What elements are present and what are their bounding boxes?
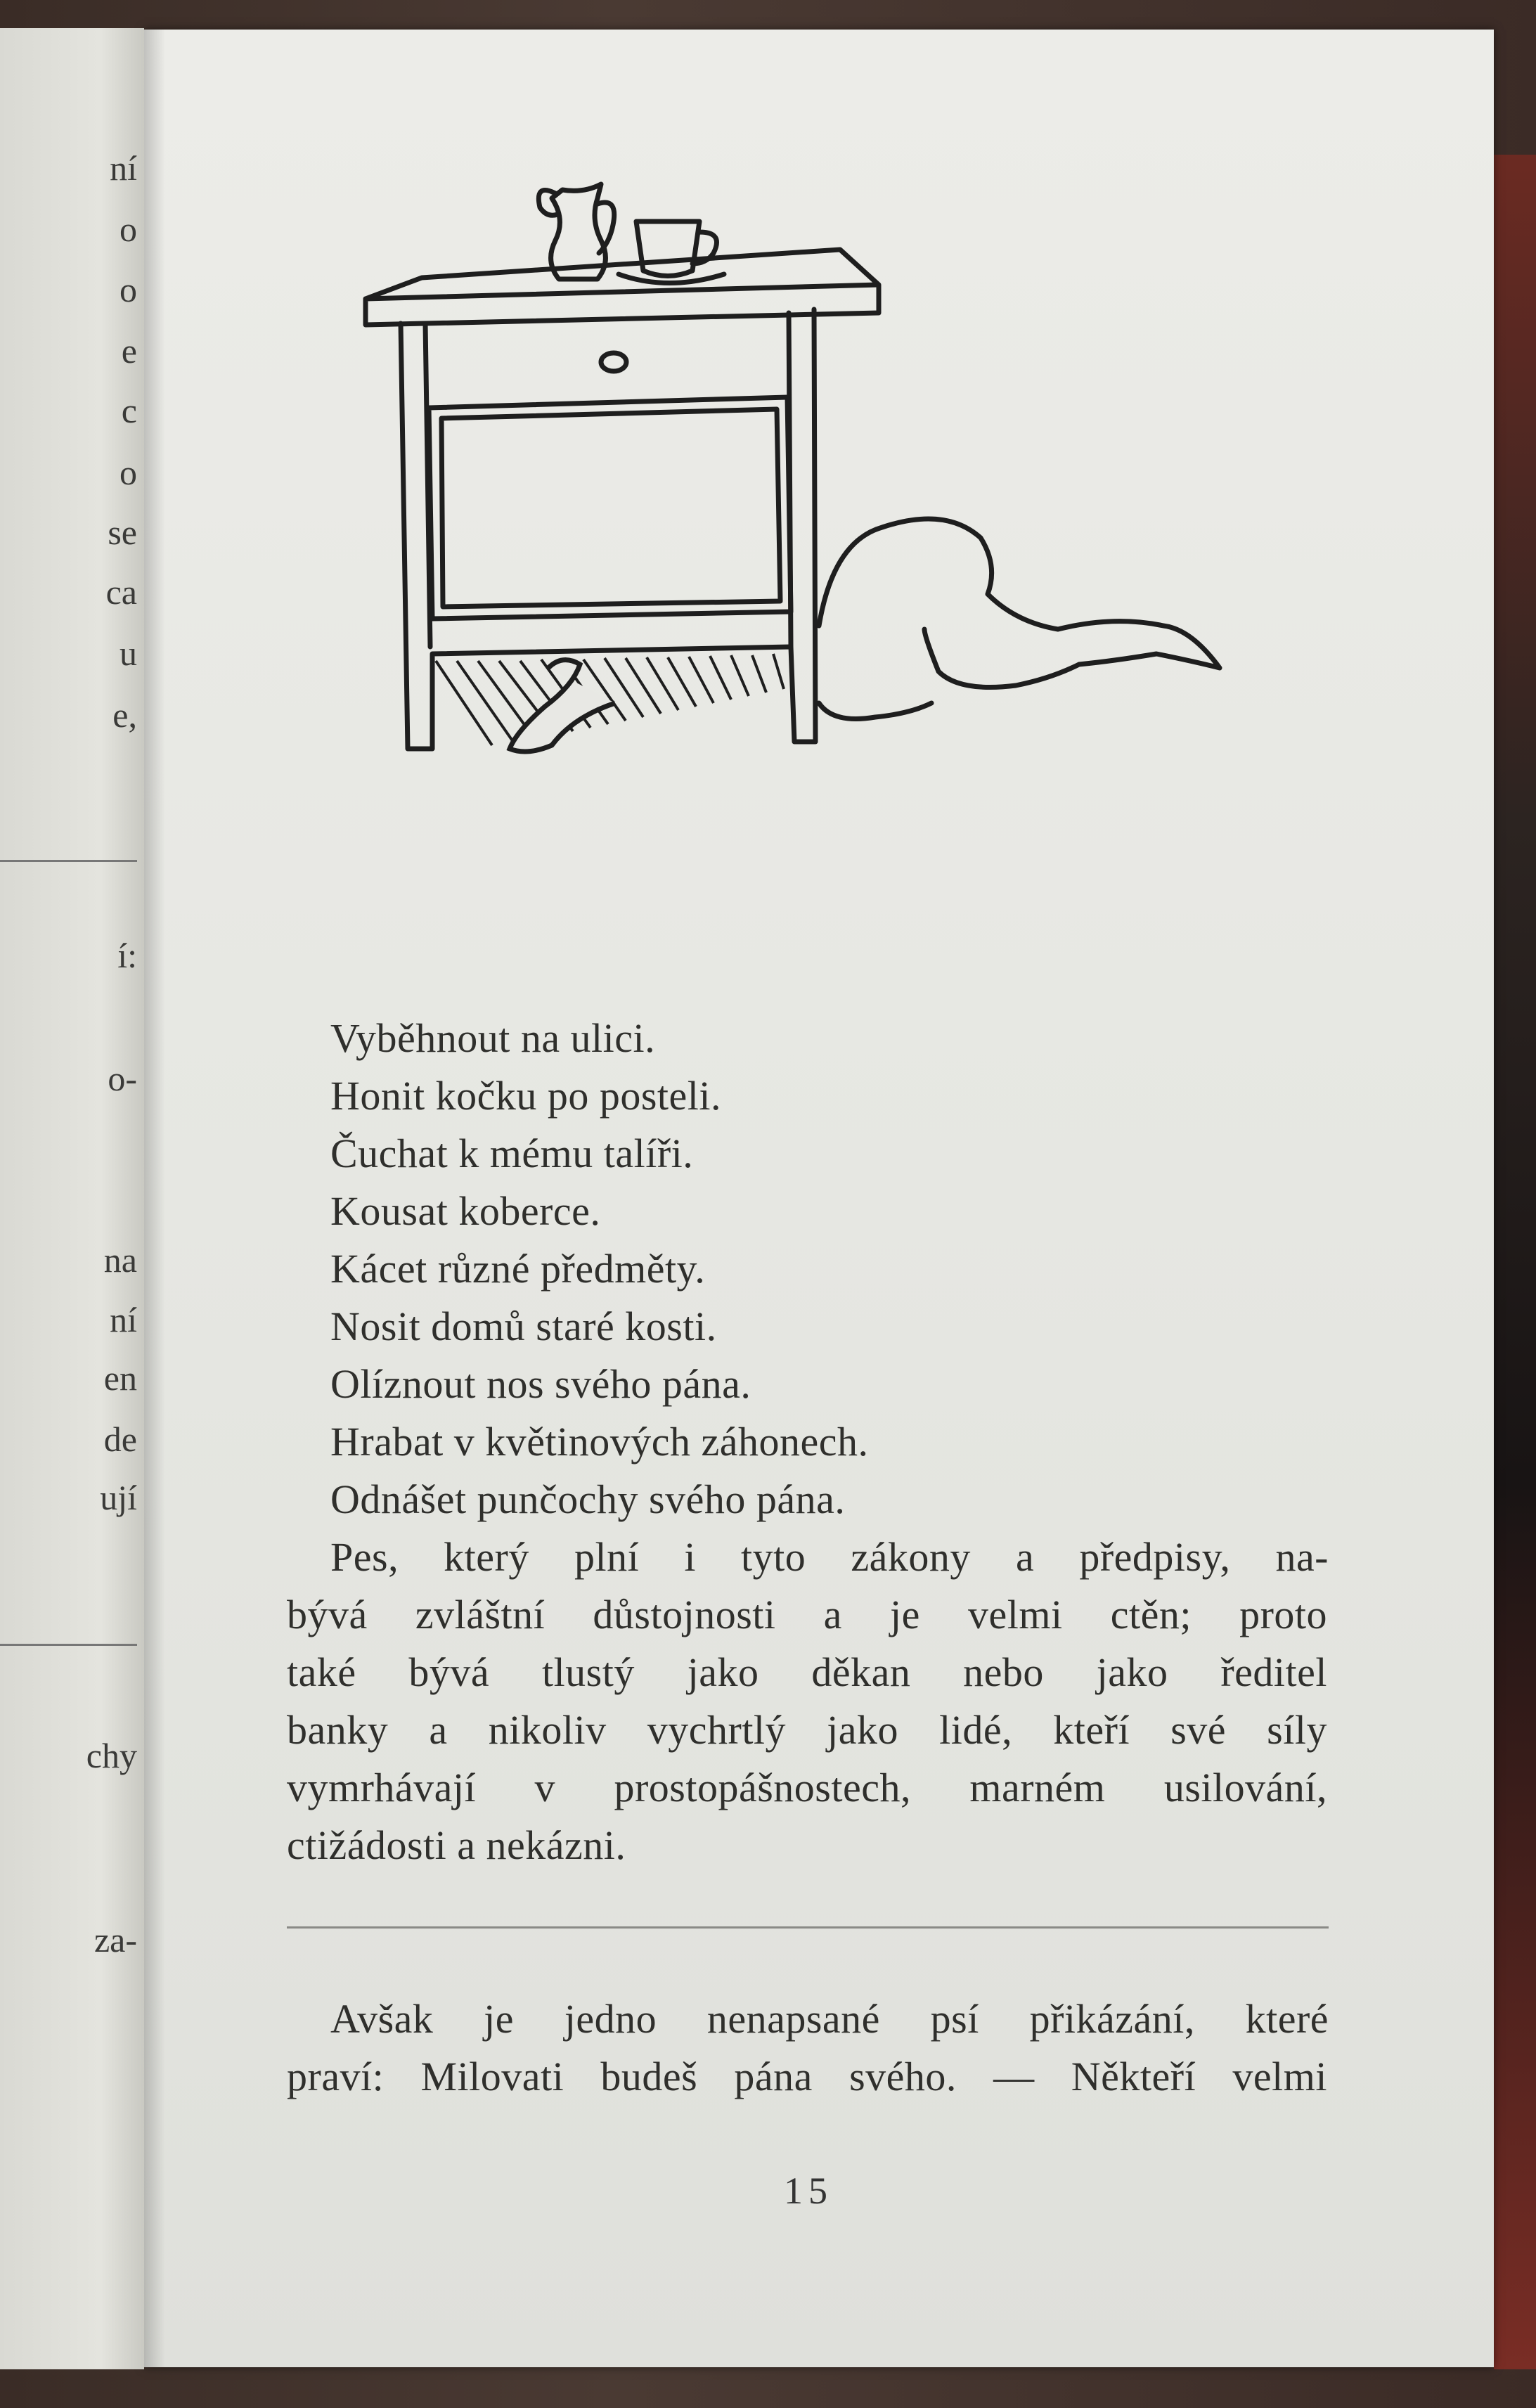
list-line: Kácet různé předměty. [330,1246,706,1292]
paragraph-line: Pes, který plní i tyto zákony a předpisy, na- [330,1534,1329,1580]
dog-head-under-cabinet [510,660,615,752]
section-divider [287,1926,1329,1929]
left-fragment: u [120,633,137,673]
nightstand-body [401,309,815,749]
left-fragment: o [120,270,137,309]
left-fragment: ca [105,572,137,612]
hatched-shadow [436,654,784,745]
dog-icon [819,519,1220,719]
left-fragment: na [103,1240,137,1280]
left-fragment: o [120,453,137,492]
paragraph-line: bývá zvláštní důstojnosti a je velmi ctěn; proto [287,1592,1327,1637]
left-fragment: e, [112,695,137,735]
left-fragment: chy [86,1736,137,1775]
left-fragment: c [121,391,137,430]
paragraph-line: vymrhávají v prostopášnostech, marném usilování, [287,1765,1327,1810]
list-line: Kousat koberce. [330,1188,601,1234]
page-number: 15 [784,2170,833,2212]
list-line: Čuchat k mému talíři. [330,1131,694,1176]
paragraph-line: ctižádosti a nekázni. [287,1822,626,1868]
left-fragment: za- [93,1920,137,1959]
left-fragment: ní [110,148,137,188]
left-fragment: ní [110,1300,137,1339]
nightstand-top [366,250,879,325]
left-fragment: se [108,513,137,552]
list-line: Nosit domů staré kosti. [330,1303,717,1349]
left-fragment: o- [108,1059,137,1098]
drawer-knob [601,353,626,371]
paragraph-line: praví: Milovati budeš pána svého. — Někteří velmi [287,2054,1327,2099]
list-line: Olíznout nos svého pána. [330,1361,751,1407]
left-fragment: en [103,1358,137,1398]
list-line: Vyběhnout na ulici. [330,1015,656,1061]
left-fragment: í: [117,936,137,975]
paragraph-line: také bývá tlustý jako děkan nebo jako ředitel [287,1649,1327,1695]
list-line: Odnášet punčochy svého pána. [330,1476,846,1522]
left-rule [0,1644,137,1646]
left-fragment: o [120,210,137,249]
paragraph-line: banky a nikoliv vychrtlý jako lidé, kteří své síly [287,1707,1327,1753]
left-fragment: e [121,331,137,371]
left-fragment: ují [100,1478,137,1517]
list-line: Honit kočku po posteli. [330,1073,722,1119]
list-line: Hrabat v květinových záhonech. [330,1419,869,1464]
cup-icon [619,221,724,283]
left-rule [0,860,137,862]
paragraph-line: Avšak je jedno nenapsané psí přikázání, které [330,1996,1329,2042]
left-fragment: de [103,1419,137,1459]
nightstand-dog-illustration [0,0,1536,773]
nightstand-door [429,397,791,619]
